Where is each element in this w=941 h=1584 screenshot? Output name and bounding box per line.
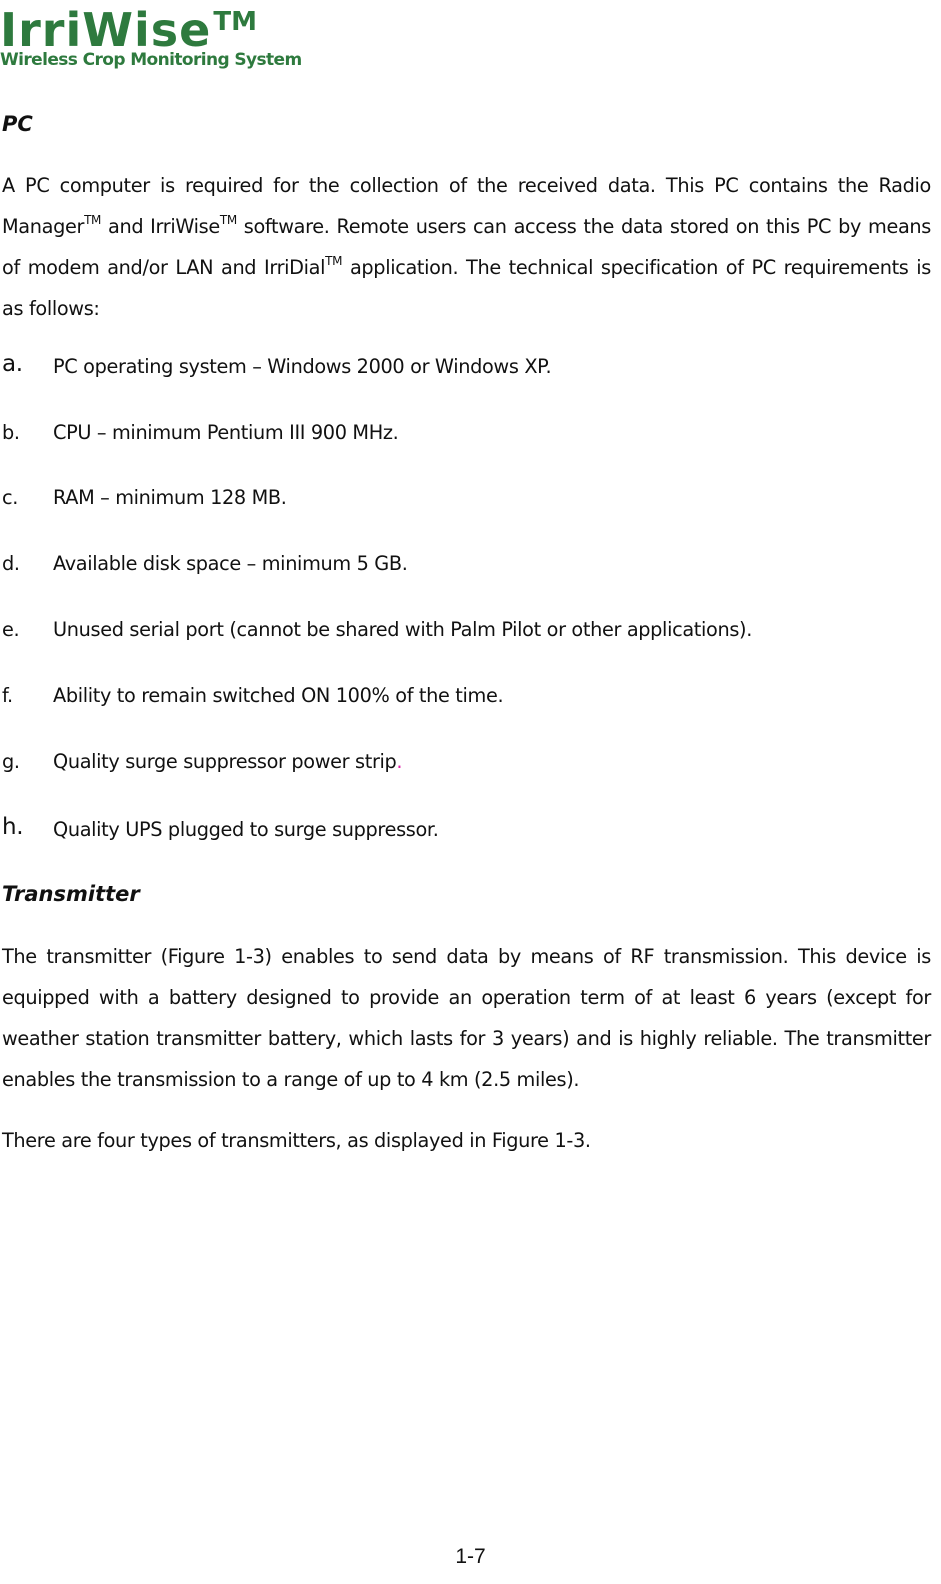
requirement-letter: b.: [2, 421, 20, 444]
requirement-text: Available disk space – minimum 5 GB.: [53, 552, 408, 575]
pc-intro-paragraph: A PC computer is required for the collection of the received data. This PC contains the Radio Manager™ and IrriWise™ software. Remote users can access the data stored on this PC by means of modem and/or LAN and IrriDial™ application. The technical specification of PC requirements is as follows:: [2, 174, 931, 320]
trademark-radio-manager: TM: [84, 213, 102, 227]
requirement-text: Unused serial port (cannot be shared with Palm Pilot or other applications).: [53, 618, 752, 641]
requirement-letter: d.: [2, 552, 20, 575]
requirement-letter: a.: [2, 351, 23, 377]
logo-trademark: TM: [213, 7, 257, 37]
requirement-text: Ability to remain switched ON 100% of the time.: [53, 684, 504, 707]
requirement-letter: h.: [2, 814, 24, 840]
transmitter-paragraph: The transmitter (Figure 1-3) enables to send data by means of RF transmission. This device is equipped with a battery designed to provide an operation term of at least 6 years (except for weather station transmitter battery, which lasts for 3 years) and is highly reliable. The transmitter enables the transmission to a range of up to 4 km (2.5 miles).: [2, 945, 931, 1091]
trademark-irriwise: TM: [219, 213, 237, 227]
logo-wordmark: IrriWise™: [0, 3, 257, 57]
requirement-letter: e.: [2, 618, 20, 641]
requirement-letter: g.: [2, 750, 20, 773]
requirement-text: CPU – minimum Pentium III 900 MHz.: [53, 421, 399, 444]
irriwise-logo: [0, 0, 302, 80]
pc-heading: PC: [2, 112, 33, 136]
requirement-text: PC operating system – Windows 2000 or Windows XP.: [53, 355, 552, 378]
transmitter-heading: Transmitter: [2, 882, 140, 906]
page-number: 1-7: [455, 1545, 486, 1568]
requirement-letter: f.: [2, 684, 13, 707]
requirement-text: RAM – minimum 128 MB.: [53, 486, 287, 509]
requirement-letter: c.: [2, 486, 19, 509]
transmitter-types-paragraph: There are four types of transmitters, as displayed in Figure 1-3.: [2, 1129, 591, 1152]
requirement-text: Quality UPS plugged to surge suppressor.: [53, 818, 439, 841]
trademark-irridial: TM: [325, 254, 343, 268]
pink-period-mark: .: [396, 750, 403, 773]
logo-tagline: Wireless Crop Monitoring System: [0, 50, 302, 70]
requirement-text: Quality surge suppressor power strip.: [53, 750, 403, 773]
